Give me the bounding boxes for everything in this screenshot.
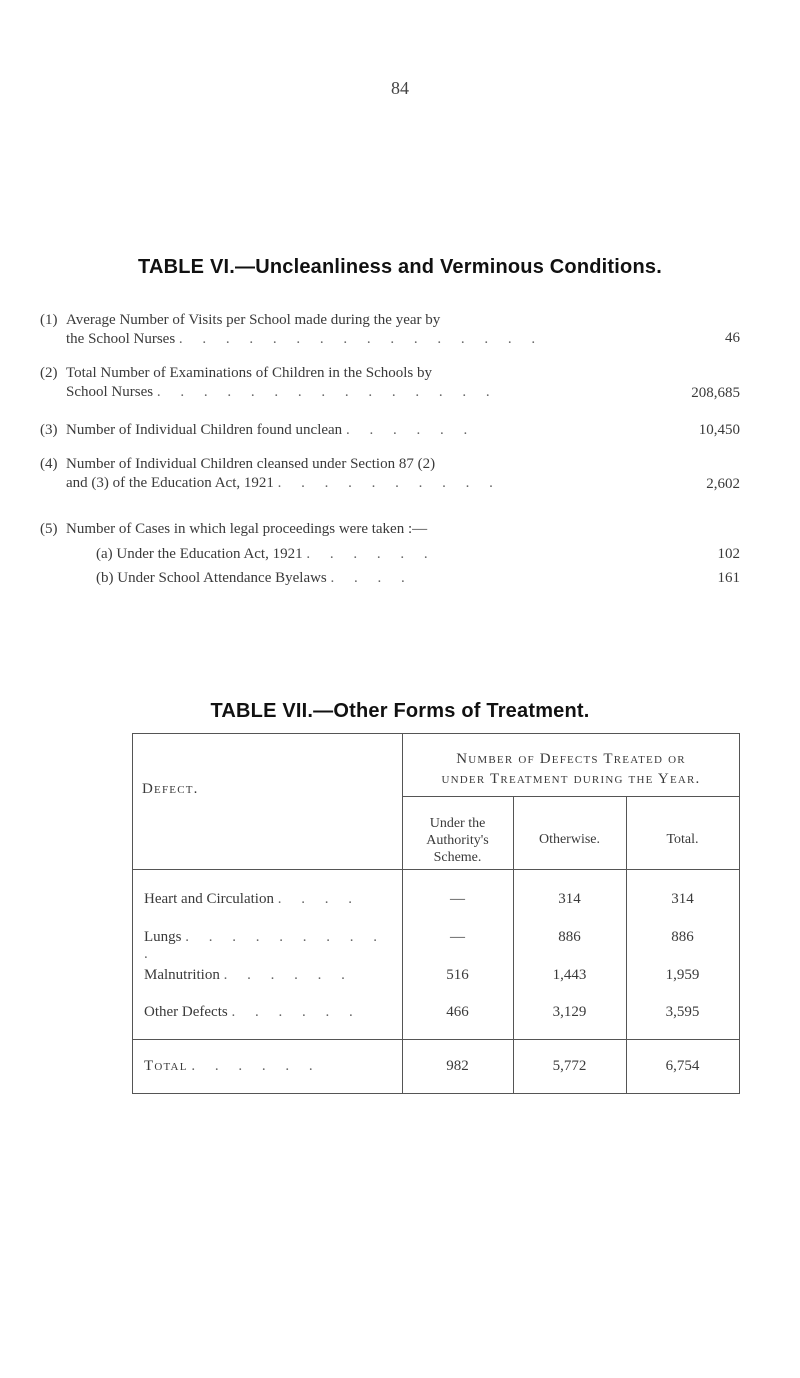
row-authority: 466 bbox=[446, 1004, 469, 1020]
total-row-otherwise: 5,772 bbox=[552, 1058, 587, 1074]
total-row-total: 6,754 bbox=[665, 1058, 700, 1074]
rule-group-header bbox=[402, 796, 740, 797]
rule-top bbox=[132, 733, 740, 734]
table-vi-item-2 bbox=[40, 364, 740, 404]
table-vi-subitem-a bbox=[40, 545, 740, 565]
row-defect: Heart and Circulation . . . . bbox=[144, 891, 360, 907]
authority-header: Under the Authority's Scheme. bbox=[426, 816, 489, 865]
row-total: 1,959 bbox=[665, 967, 700, 983]
total-row-authority: 982 bbox=[446, 1058, 469, 1074]
otherwise-header: Otherwise. bbox=[538, 832, 601, 847]
subitem-text: (b) Under School Attendance Byelaws . . . . bbox=[96, 570, 413, 586]
subitem-text: (a) Under the Education Act, 1921 . . . . . . bbox=[96, 546, 436, 562]
row-otherwise: 1,443 bbox=[552, 967, 587, 983]
item-text: Number of Individual Children cleansed under Section 87 (2) and (3) of the Education Act, 1921 . . . . . . . . . . bbox=[66, 456, 501, 491]
table-vii-title: TABLE VII.—Other Forms of Treatment. bbox=[210, 700, 590, 722]
item-value: 2,602 bbox=[706, 476, 740, 492]
row-defect: Lungs . . . . . . . . . . bbox=[144, 929, 385, 962]
total-row-label: Total . . . . . . bbox=[144, 1058, 321, 1074]
row-total: 3,595 bbox=[665, 1004, 700, 1020]
row-authority: — bbox=[450, 929, 465, 945]
subitem-value: 102 bbox=[717, 546, 740, 562]
row-defect: Other Defects . . . . . . bbox=[144, 1004, 361, 1020]
table-vi-item-1 bbox=[40, 311, 740, 351]
item-text: Total Number of Examinations of Children in the Schools by School Nurses . . . . . . . . . . . . . . . bbox=[66, 365, 498, 400]
row-otherwise: 314 bbox=[558, 891, 581, 907]
table-vi-subitem-b bbox=[40, 569, 740, 589]
table-vi-item-3 bbox=[40, 421, 740, 441]
item-number: (1) bbox=[40, 312, 58, 328]
row-defect: Malnutrition . . . . . . bbox=[144, 967, 353, 983]
defect-header: Defect. bbox=[142, 781, 199, 797]
item-number: (3) bbox=[40, 422, 58, 438]
table-vi-item-4 bbox=[40, 455, 740, 495]
item-value: 208,685 bbox=[691, 385, 740, 401]
row-total: 886 bbox=[671, 929, 694, 945]
rule-before-total bbox=[132, 1039, 740, 1040]
table-vi-title: TABLE VI.—Uncleanliness and Verminous Conditions. bbox=[138, 256, 662, 278]
item-value: 10,450 bbox=[698, 422, 740, 438]
item-number: (2) bbox=[40, 365, 58, 381]
row-authority: — bbox=[450, 891, 465, 907]
group-header: Number of Defects Treated or under Treatment during the Year. bbox=[441, 751, 701, 787]
item-text: Number of Cases in which legal proceedings were taken :— bbox=[66, 521, 428, 537]
item-text: Average Number of Visits per School made during the year by the School Nurses . . . . . . . . . . . . . . . . bbox=[66, 312, 544, 347]
item-number: (5) bbox=[40, 521, 58, 537]
subitem-value: 161 bbox=[717, 570, 740, 586]
item-number: (4) bbox=[40, 456, 58, 472]
row-authority: 516 bbox=[446, 967, 469, 983]
rule-bottom bbox=[132, 1093, 740, 1094]
table-vii bbox=[132, 733, 740, 1095]
item-value: 46 bbox=[725, 330, 740, 346]
page-number: 84 bbox=[391, 78, 409, 98]
row-otherwise: 3,129 bbox=[552, 1004, 587, 1020]
row-otherwise: 886 bbox=[558, 929, 581, 945]
total-header: Total. bbox=[666, 832, 699, 847]
row-total: 314 bbox=[671, 891, 694, 907]
rule-header-bottom bbox=[132, 869, 740, 870]
table-vi-item-5 bbox=[40, 520, 740, 540]
item-text: Number of Individual Children found unclean . . . . . . bbox=[66, 422, 476, 438]
